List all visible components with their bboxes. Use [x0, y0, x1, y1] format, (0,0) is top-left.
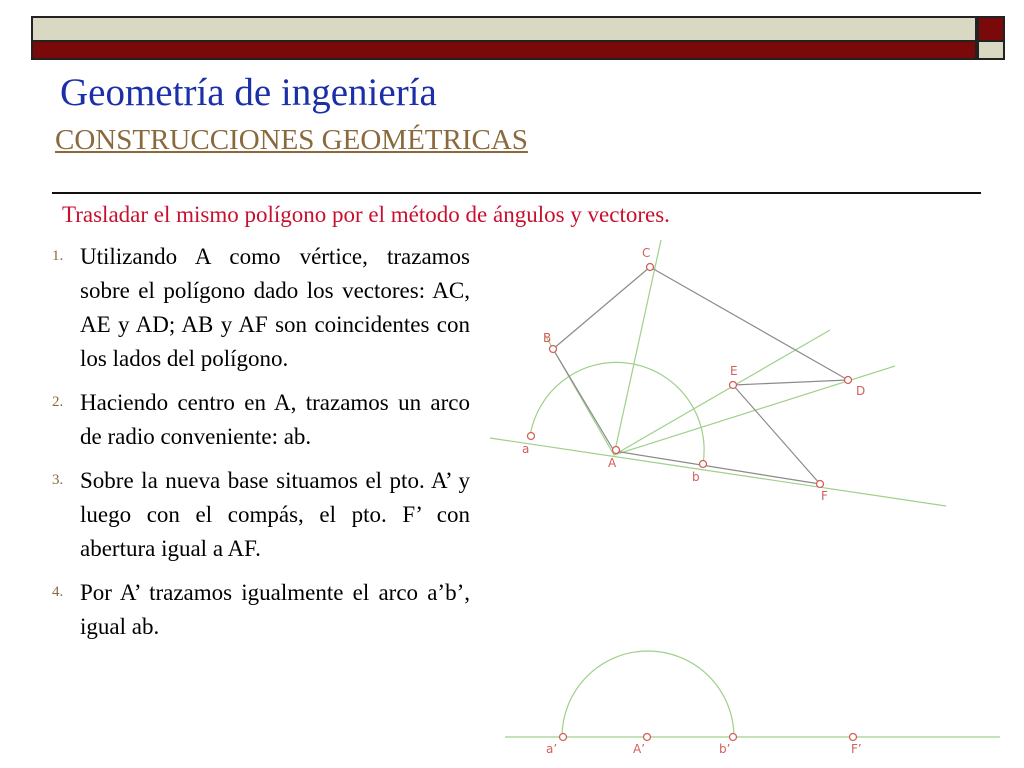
point-d: [845, 377, 852, 384]
polygon-side-cd: [650, 267, 848, 380]
point-b: [550, 346, 557, 353]
point-a-small: [528, 433, 535, 440]
polygon-side-bc: [553, 267, 650, 349]
slide-subtitle: CONSTRUCCIONES GEOMÉTRICAS: [55, 124, 528, 156]
step-text: Sobre la nueva base situamos el pto. A’ y luego con el compás, el pto. F’ con abertura igual a AF.: [80, 468, 470, 561]
baseline-af: [490, 438, 946, 506]
label-a: A: [608, 456, 617, 470]
vector-line-ad: [614, 366, 895, 455]
label-b-small: b: [692, 470, 700, 484]
polygon-side-fa: [614, 451, 820, 484]
point-f: [817, 481, 824, 488]
label-f: F: [821, 489, 828, 503]
label-f-prime: F’: [851, 742, 862, 756]
polygon-side-ef: [733, 385, 820, 484]
vector-line-ac: [614, 240, 661, 455]
slide-title: Geometría de ingeniería: [60, 71, 437, 114]
label-d: D: [856, 384, 866, 398]
label-b-prime-small: b’: [719, 742, 731, 756]
point-a-prime-small: [560, 734, 567, 741]
label-a-small: a: [522, 442, 530, 456]
label-c: C: [642, 246, 651, 260]
polygon-side-de: [733, 380, 848, 385]
arc-a-prime-b-prime: [562, 651, 734, 737]
vector-line-ae: [614, 330, 830, 455]
point-e: [730, 382, 737, 389]
label-b: B: [543, 331, 552, 345]
point-b-prime-small: [730, 734, 737, 741]
polygon-side-ab: [553, 349, 614, 451]
intro-text: Trasladar el mismo polígono por el método de ángulos y vectores.: [62, 202, 670, 227]
label-a-prime: A’: [633, 742, 646, 756]
label-a-prime-small: a’: [546, 742, 558, 756]
step-number: 2.: [52, 394, 64, 410]
step-number: 1.: [52, 248, 64, 264]
step-text: Utilizando A como vértice, trazamos sobre el polígono dado los vectores: AC, AE y AD; AB y AF son coincidentes con los lados del polígono.: [80, 244, 470, 371]
point-a: [613, 447, 620, 454]
step-number: 4.: [52, 584, 64, 600]
step-text: Haciendo centro en A, trazamos un arco de radio conveniente: ab.: [80, 390, 470, 449]
point-a-prime: [644, 734, 651, 741]
step-number: 3.: [52, 472, 64, 488]
step-text: Por A’ trazamos igualmente el arco a’b’, igual ab.: [80, 580, 470, 639]
point-f-prime: [850, 734, 857, 741]
point-c: [647, 264, 654, 271]
label-e: E: [730, 364, 738, 378]
point-b-small: [700, 461, 707, 468]
